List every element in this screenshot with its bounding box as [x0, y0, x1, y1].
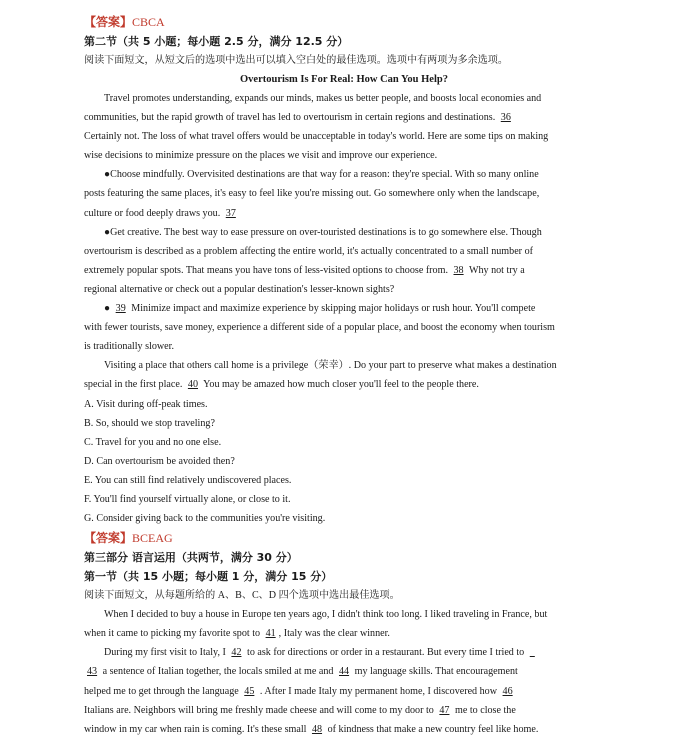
cloze-line-6	[84, 701, 604, 720]
option-c: C. Travel for you and no one else.	[84, 436, 222, 448]
text-span: Why not try a	[468, 264, 525, 276]
part3-heading: 第三部分 语言运用（共两节，满分 30 分）	[84, 551, 298, 565]
text-span: communities, but the rapid growth of travel has led to overtourism in certain regions and destinations.	[84, 112, 496, 124]
blank-36: 36	[500, 112, 511, 124]
blank-43-start	[527, 643, 538, 662]
text-span: of kindness that make a new country feel like home.	[327, 723, 539, 735]
text-span: my language skills. That encouragement	[354, 666, 518, 678]
blank-37: 37	[225, 207, 236, 219]
text-span: extremely popular spots. That means you have tons of less-visited options to choose from.	[84, 264, 448, 276]
option-f: F. You'll find yourself virtually alone, or close to it.	[84, 493, 291, 505]
cloze-line-3	[84, 643, 604, 662]
option-g: G. Consider giving back to the communities you're visiting.	[84, 513, 326, 525]
paragraph-2-line-2: posts featuring the same places, it's easy to feel like you're missing out. Go somewhere only when the landscape,	[84, 188, 540, 200]
text-span: when it came to picking my favorite spot to	[84, 628, 261, 640]
paragraph-3-line-1: ●Get creative. The best way to ease pressure on over-touristed destinations is to go somewhere else. Though	[104, 226, 542, 238]
paragraph-5-line-1: Visiting a place that others call home is a privilege（荣幸）. Do your part to preserve what makes a destination	[104, 360, 557, 372]
answer-value: CBCA	[132, 15, 165, 29]
paragraph-3-line-2: overtourism is described as a problem affecting the entire world, it's actually concentrated to a small number of	[84, 245, 533, 257]
document-page	[84, 12, 604, 739]
blank-39: 39	[115, 303, 126, 315]
text-span: Minimize impact and maximize experience by skipping major holidays or rush hour. You'll compete	[131, 303, 536, 315]
blank-38: 38	[453, 264, 464, 276]
answer-tag: 【答案】	[84, 531, 133, 546]
text-span: window in my car when rain is coming. It's these small	[84, 723, 307, 735]
option-e: E. You can still find relatively undiscovered places.	[84, 474, 292, 486]
option-d: D. Can overtourism be avoided then?	[84, 455, 235, 467]
paragraph-2-line-1: ●Choose mindfully. Overvisited destinations are that way for a reason: they're special. With so many online	[104, 169, 539, 181]
paragraph-1-line-2	[84, 108, 604, 127]
paragraph-4-line-1	[84, 299, 604, 318]
text-span: culture or food deeply draws you.	[84, 207, 221, 219]
blank-40: 40	[187, 379, 198, 391]
text-span: a sentence of Italian together, the locals smiled at me and	[102, 666, 334, 678]
cloze-line-7	[84, 720, 604, 739]
cloze-line-1: When I decided to buy a house in Europe ten years ago, I didn't think too long. I liked traveling in France, but	[104, 609, 548, 621]
blank-42: 42	[231, 647, 242, 659]
section2-instruction: 阅读下面短文，从短文后的选项中选出可以填入空白处的最佳选项。选项中有两项为多余选项。	[84, 55, 508, 66]
text-span: to ask for directions or order in a restaurant. But every time I tried to	[247, 647, 525, 659]
cloze-line-5	[84, 682, 604, 701]
answer-value: BCEAG	[132, 531, 173, 546]
blank-48: 48	[311, 723, 323, 735]
blank-43: 43	[87, 666, 98, 678]
paragraph-1-line-4: wise decisions to minimize pressure on the places we visit and improve our experience.	[84, 150, 438, 162]
text-span: . After I made Italy my permanent home, I discovered how	[259, 685, 498, 697]
section1-heading: 第一节（共 15 小题；每小题 1 分，满分 15 分）	[84, 570, 333, 584]
paragraph-4-line-3: is traditionally slower.	[84, 341, 174, 353]
paragraph-5-line-2	[84, 375, 604, 394]
text-span: special in the first place.	[84, 379, 183, 391]
text-span: , Italy was the clear winner.	[278, 628, 390, 640]
text-span: me to close the	[454, 704, 516, 716]
option-a: A. Visit during off-peak times.	[84, 398, 208, 410]
text-span: During my first visit to Italy, I	[104, 647, 226, 659]
blank-41: 41	[265, 628, 276, 640]
blank-45: 45	[244, 685, 255, 697]
blank-47: 47	[439, 704, 450, 716]
bullet-icon: ●	[104, 303, 111, 315]
paragraph-2-line-3	[84, 204, 604, 223]
answer-tag: 【答案】	[84, 15, 133, 29]
paragraph-1-line-1: Travel promotes understanding, expands our minds, makes us better people, and boosts local economies and	[104, 93, 542, 104]
paragraph-3-line-3	[84, 261, 604, 280]
paragraph-3-line-4: regional alternative or check out a popular destination's lesser-known sights?	[84, 283, 395, 295]
cloze-line-4	[84, 662, 604, 681]
paragraph-4-line-2: with fewer tourists, save money, experience a different side of a popular place, and boost the economy when tourism	[84, 322, 555, 334]
text-span: You may be amazed how much closer you'll feel to the people there.	[203, 379, 479, 391]
blank-46: 46	[502, 685, 513, 697]
text-span: helped me to get through the language	[84, 685, 239, 697]
text-span: Italians are. Neighbors will bring me freshly made cheese and will come to my door to	[84, 704, 434, 716]
paragraph-1-line-3: Certainly not. The loss of what travel offers would be unacceptable in today's world. Here are some tips on making	[84, 131, 549, 143]
answer-line-2	[84, 528, 604, 548]
section1-instruction: 阅读下面短文，从每题所给的 A、B、C、D 四个选项中选出最佳选项。	[84, 590, 400, 602]
answer-line-1	[84, 12, 604, 32]
cloze-line-2	[84, 624, 604, 643]
option-b: B. So, should we stop traveling?	[84, 417, 215, 429]
passage-title: Overtourism Is For Real: How Can You Help?	[240, 74, 448, 85]
blank-44: 44	[338, 666, 350, 678]
section2-heading: 第二节（共 5 小题；每小题 2.5 分，满分 12.5 分）	[84, 35, 349, 48]
